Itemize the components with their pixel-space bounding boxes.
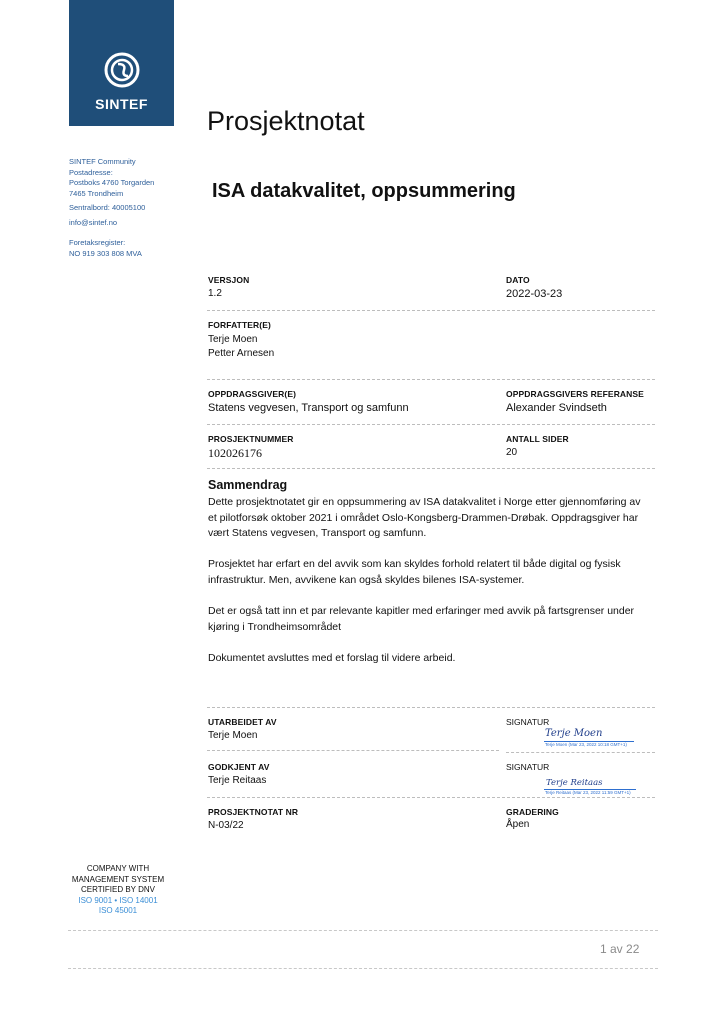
signature-prepared: Terje Moen bbox=[545, 728, 603, 739]
author-name: Terje Moen bbox=[208, 334, 258, 345]
signature-label: SIGNATUR bbox=[506, 717, 550, 727]
summary-heading: Sammendrag bbox=[208, 478, 288, 492]
prepared-by-label: UTARBEIDET AV bbox=[208, 717, 277, 727]
divider bbox=[506, 752, 655, 753]
footer-divider bbox=[68, 968, 658, 969]
sintef-logo bbox=[69, 0, 174, 126]
project-number-label: PROSJEKTNUMMER bbox=[208, 434, 294, 444]
summary-paragraph: Dette prosjektnotatet gir en oppsummering av ISA datakvalitet i Norge etter gjennomføring av et pilotforsøk oktober 2021 i området Oslo-Kongsberg-Drammen-Drøbak. Oppdragsgiver har vært Statens vegvesen, Transport og samfunn. bbox=[208, 496, 641, 539]
signature-meta: Terje Reitaas (Mar 23, 2022 11:59 GMT+1) bbox=[545, 790, 631, 795]
note-number-value: N-03/22 bbox=[208, 820, 244, 831]
signature-meta: Terje Moen (Mar 23, 2022 10:18 GMT+1) bbox=[545, 742, 627, 747]
authors-label: FORFATTER(E) bbox=[208, 320, 271, 330]
divider bbox=[207, 379, 655, 380]
sintef-logo-icon bbox=[104, 52, 140, 88]
address-line: Postboks 4760 Torgarden bbox=[69, 178, 155, 187]
sidebar-registry-label: Foretaksregister: bbox=[69, 238, 126, 247]
sidebar-registry-value: NO 919 303 808 MVA bbox=[69, 249, 142, 258]
summary-paragraph: Dokumentet avsluttes med et forslag til videre arbeid. bbox=[208, 652, 456, 664]
grading-value: Åpen bbox=[506, 819, 530, 830]
document-title: ISA datakvalitet, oppsummering bbox=[212, 180, 516, 202]
divider bbox=[207, 750, 499, 751]
author-name: Petter Arnesen bbox=[208, 348, 275, 359]
divider bbox=[207, 468, 655, 469]
certification-line: COMPANY WITH bbox=[86, 864, 150, 873]
date-value: 2022-03-23 bbox=[506, 288, 563, 300]
certification-line: MANAGEMENT SYSTEM bbox=[71, 874, 165, 884]
client-label: OPPDRAGSGIVER(E) bbox=[208, 389, 297, 399]
note-number-label: PROSJEKTNOTAT NR bbox=[208, 807, 299, 817]
approved-by-label: GODKJENT AV bbox=[208, 762, 270, 772]
logo-text: SINTEF bbox=[95, 96, 148, 112]
certification-line: CERTIFIED BY DNV bbox=[81, 885, 155, 894]
divider bbox=[207, 310, 655, 311]
grading-label: GRADERING bbox=[506, 807, 559, 817]
divider bbox=[207, 797, 655, 798]
summary-paragraph: Prosjektet har erfart en del avvik som kan skyldes forhold relatert til både digital og fysisk infrastruktur. Men, avvikene kan også skyldes bilenes ISA-systemer. bbox=[208, 558, 621, 586]
client-value: Statens vegvesen, Transport og samfunn bbox=[208, 402, 409, 414]
page-count-label: ANTALL SIDER bbox=[506, 434, 569, 444]
address-line: Postadresse: bbox=[69, 167, 113, 177]
address-line: 7465 Trondheim bbox=[69, 188, 124, 198]
footer-divider bbox=[68, 930, 658, 931]
sidebar-address bbox=[69, 157, 179, 199]
divider bbox=[207, 424, 655, 425]
version-label: VERSJON bbox=[208, 275, 250, 285]
iso-line: ISO 9001 • ISO 14001 bbox=[78, 895, 158, 905]
doc-type-title: Prosjektnotat bbox=[207, 106, 365, 136]
address-line: SINTEF Community bbox=[69, 157, 136, 166]
signature-label: SIGNATUR bbox=[506, 762, 550, 772]
page-count-value: 20 bbox=[506, 447, 518, 458]
divider bbox=[207, 707, 655, 708]
signature-approved: Terje Reitaas bbox=[546, 778, 603, 788]
client-reference-label: OPPDRAGSGIVERS REFERANSE bbox=[506, 389, 644, 399]
page-number: 1 av 22 bbox=[600, 942, 640, 956]
approved-by-value: Terje Reitaas bbox=[208, 775, 267, 786]
prepared-by-value: Terje Moen bbox=[208, 730, 258, 741]
sidebar-email[interactable]: info@sintef.no bbox=[69, 218, 118, 227]
sidebar-switchboard: Sentralbord: 40005100 bbox=[69, 203, 146, 212]
certification-badge bbox=[62, 864, 174, 917]
client-reference-value: Alexander Svindseth bbox=[506, 402, 607, 414]
summary-paragraph: Det er også tatt inn et par relevante kapitler med erfaringer med avvik på fartsgrenser under kjøring i Trondheimsområdet bbox=[208, 605, 635, 633]
iso-line: ISO 45001 bbox=[98, 906, 138, 915]
project-number-value: 102026176 bbox=[208, 446, 262, 460]
date-label: DATO bbox=[506, 275, 530, 285]
version-value: 1.2 bbox=[208, 288, 222, 299]
